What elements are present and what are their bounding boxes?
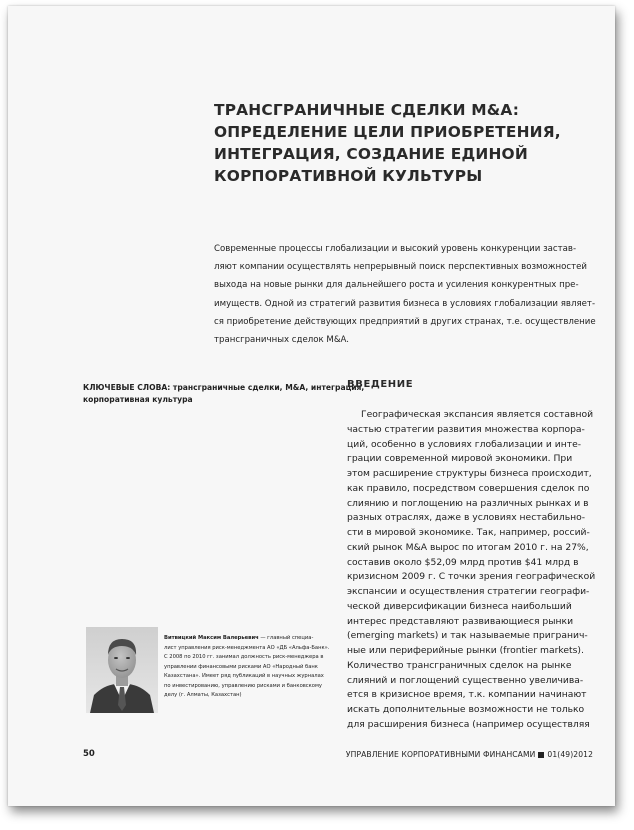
intro-line: Количество трансграничных сделок на рынке — [347, 659, 572, 671]
journal-page — [8, 6, 615, 806]
bio-line-first: — главный специа- — [258, 635, 314, 641]
keywords-block — [83, 382, 365, 406]
intro-line: ется в кризисное время, т.к. компании начинают — [347, 689, 587, 701]
intro-line: грации современной мировой экономики. При — [347, 453, 573, 465]
abstract-line: ляют компании осуществлять непрерывный поиск перспективных возможностей — [214, 262, 587, 273]
intro-line: слиянию и поглощению на различных рынках и в — [347, 497, 589, 509]
introduction-text — [347, 408, 597, 733]
keywords-line: КЛЮЧЕВЫЕ СЛОВА: трансграничные сделки, M&A, интеграция, — [83, 383, 365, 392]
square-separator-icon — [538, 752, 544, 758]
section-heading-introduction: ВВЕДЕНИЕ — [347, 379, 414, 390]
intro-line: составив около $52,09 млрд против $41 млрд в — [347, 556, 579, 568]
abstract-line: Современные процессы глобализации и высокий уровень конкуренции застав- — [214, 244, 577, 254]
intro-line: для расширения бизнеса (например осуществляя — [347, 718, 590, 730]
bio-line: С 2008 по 2010 гг. занимал должность риск-менеджера в — [164, 654, 324, 660]
abstract-line: выхода на новые рынки для дальнейшего роста и усиления конкурентных пре- — [214, 280, 579, 291]
intro-line: сти в мировой экономике. Так, например, россий- — [347, 527, 590, 538]
abstract-line: имуществ. Одной из стратегий развития бизнеса в условиях глобализации являет- — [214, 298, 596, 309]
author-photo — [86, 627, 158, 713]
page-number: 50 — [83, 749, 95, 759]
keywords-line: корпоративная культура — [83, 395, 193, 404]
author-bio — [164, 634, 336, 701]
intro-line: ные или периферийные рынки (frontier markets). — [347, 645, 584, 656]
bio-line: Казахстана». Имеет ряд публикаций в научных журналах — [164, 673, 324, 679]
title-line: ТРАНСГРАНИЧНЫЕ СДЕЛКИ M&A: — [214, 101, 520, 119]
intro-line: как правило, посредством совершения сделок по — [347, 482, 590, 494]
issue-number: 01(49)2012 — [547, 750, 593, 759]
intro-line: Географическая экспансия является составной — [361, 409, 594, 420]
bio-line: управлении финансовыми рисками АО «Народный банк — [164, 663, 318, 670]
running-footer — [346, 750, 593, 759]
intro-line: частью стратегии развития множества корпора- — [347, 423, 585, 435]
article-title — [214, 99, 594, 187]
intro-line: интерес представляют развивающиеся рынки — [347, 615, 574, 627]
intro-line: кризисном 2009 г. С точки зрения географической — [347, 571, 596, 583]
bio-line: по инвестированию, управлению рисками и банковскому — [164, 682, 322, 689]
intro-line: ций, особенно в условиях глобализации и инте- — [347, 438, 582, 450]
intro-line: (emerging markets) и так называемые пригранич- — [347, 630, 588, 642]
bio-line: лист управления риск-менеджмента АО «ДБ «Альфа-Банк». — [164, 644, 330, 651]
intro-line: искать дополнительные возможности не только — [347, 704, 585, 715]
intro-line: слияний и поглощений существенно увеличива- — [347, 674, 584, 686]
intro-line: ческой диверсификации бизнеса наибольший — [347, 600, 572, 612]
title-line: КОРПОРАТИВНОЙ КУЛЬТУРЫ — [214, 167, 483, 185]
intro-line: разных отраслях, даже в условиях нестабильно- — [347, 512, 586, 524]
journal-name: УПРАВЛЕНИЕ КОРПОРАТИВНЫМИ ФИНАНСАМИ — [345, 750, 536, 759]
abstract-line: трансграничных сделок M&A. — [214, 335, 350, 346]
abstract-line: ся приобретение действующих предприятий в других странах, т.е. осуществление — [214, 316, 596, 327]
intro-line: ский рынок M&A вырос по итогам 2010 г. на 27%, — [347, 541, 589, 553]
title-line: ОПРЕДЕЛЕНИЕ ЦЕЛИ ПРИОБРЕТЕНИЯ, — [214, 123, 561, 141]
bio-line: делу (г. Алматы, Казахстан) — [164, 692, 242, 698]
intro-line: этом расширение структуры бизнеса происходит, — [347, 468, 592, 479]
title-line: ИНТЕГРАЦИЯ, СОЗДАНИЕ ЕДИНОЙ — [214, 145, 528, 163]
author-name: Витвицкий Максим Валерьевич — [164, 635, 259, 641]
bio-line — [164, 634, 336, 644]
article-abstract — [214, 240, 594, 349]
intro-line: экспансии и осуществления стратегии географи- — [347, 586, 590, 597]
